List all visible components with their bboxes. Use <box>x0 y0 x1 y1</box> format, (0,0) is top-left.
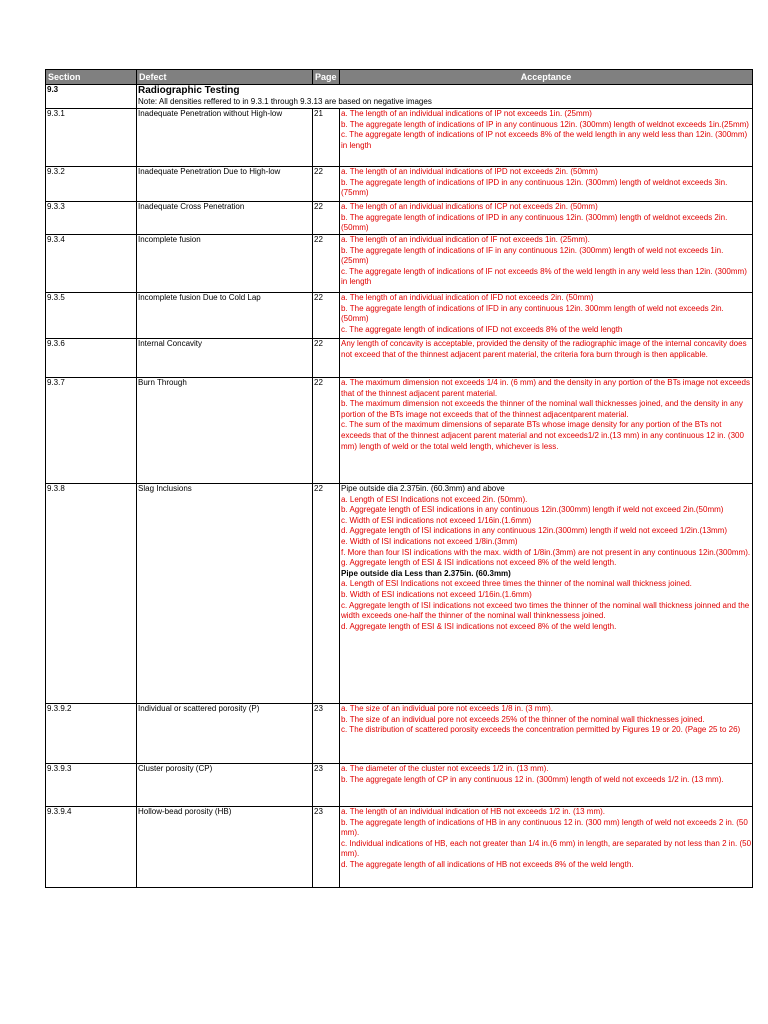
row-section: 9.3.5 <box>46 293 137 339</box>
row-section: 9.3.6 <box>46 339 137 378</box>
row-acceptance <box>340 484 753 704</box>
acceptance-line: b. The aggregate length of indications of IFD in any continuous 12in. 300mm length of weld not exceeds 2in. (50mm) <box>341 303 724 324</box>
acceptance-line: b. The aggregate length of indications of HB in any continuous 12 in. (300 mm) length of weld not exceeds 2 in. (50 mm). <box>341 817 748 838</box>
row-page: 22 <box>313 378 340 484</box>
row-page: 22 <box>313 202 340 235</box>
row-defect: Internal Concavity <box>137 339 313 378</box>
acceptance-line: b. Width of ESI indications not exceed 1/16in.(1.6mm) <box>341 589 532 599</box>
row-section: 9.3.1 <box>46 109 137 167</box>
table-row <box>46 704 753 764</box>
acceptance-line: a. The length of an individual indications of ICP not exceeds 2in. (50mm) <box>341 202 598 211</box>
table-row <box>46 339 753 378</box>
header-section: Section <box>46 70 137 85</box>
table-row <box>46 807 753 888</box>
row-page: 23 <box>313 764 340 807</box>
row-section: 9.3.8 <box>46 484 137 704</box>
row-acceptance <box>340 109 753 167</box>
table-row <box>46 293 753 339</box>
acceptance-line: b. The aggregate length of indications of IF in any continuous 12in. (300mm) length of weld not exceeds 1in. (25mm) <box>341 245 724 266</box>
acceptance-line: c. The distribution of scattered porosity exceeds the concentration permitted by Figures 19 or 20. (Page 25 to 26) <box>341 725 741 735</box>
acceptance-line: Pipe outside dia 2.375in. (60.3mm) and above <box>341 484 505 493</box>
row-defect: Cluster porosity (CP) <box>137 764 313 807</box>
row-section: 9.3.3 <box>46 202 137 235</box>
row-acceptance <box>340 764 753 807</box>
acceptance-line: b. The aggregate length of indications of IPD in any continuous 12in. (300mm) length of weldnot exceeds 3in.(75mm) <box>341 177 728 198</box>
acceptance-line: d. Aggregate length of ISI indications in any continuous 12in.(300mm) length if weld not exceed 1/2in.(13mm) <box>341 526 728 536</box>
acceptance-line: a. The length of an individual indication of IFD not exceeds 2in. (50mm) <box>341 293 594 302</box>
acceptance-line: Any length of concavity is acceptable, provided the density of the radiographic image of the internal concavity does not exceed that of the thinnest adjacent parent material, the criteria fora burn through is then applicable. <box>341 339 747 359</box>
table-row <box>46 109 753 167</box>
acceptance-line: f. More than four ISI indications with the max. width of 1/8in.(3mm) are not present in any continuous 12in.(300mm). <box>341 547 751 557</box>
row-defect: Hollow-bead porosity (HB) <box>137 807 313 888</box>
acceptance-line: a. The maximum dimension not exceeds 1/4 in. (6 mm) and the density in any portion of the BTs image not exceeds that of the thinnest adjacent parent material. <box>341 378 750 398</box>
row-page: 22 <box>313 484 340 704</box>
row-section: 9.3.2 <box>46 167 137 202</box>
acceptance-line: b. The maximum dimension not exceeds the thinner of the nominal wall thicknesses joined, and the density in any portion of the BTs image not exceeds that of the thinnest adjacentparent material. <box>341 399 743 419</box>
group-row <box>46 85 753 109</box>
row-defect: Incomplete fusion Due to Cold Lap <box>137 293 313 339</box>
acceptance-line: c. The aggregate length of indications of IFD not exceeds 8% of the weld length <box>341 324 623 334</box>
header-row <box>46 70 753 85</box>
acceptance-line: a. Length of ESI Indications not exceed three times the thinner of the nominal wall thickness joined. <box>341 579 692 589</box>
row-page: 22 <box>313 235 340 293</box>
acceptance-line: e. Width of ISI indications not exceed 1/8in.(3mm) <box>341 536 518 546</box>
acceptance-line: c. Aggregate length of ISI indications not exceed two times the thinner of the nominal wall thickness joinned and the width exceeds one-half the thinner of the nominal wall thinknessess joined. <box>341 600 750 621</box>
row-acceptance <box>340 167 753 202</box>
table-row <box>46 235 753 293</box>
group-title: Radiographic Testing <box>138 85 240 96</box>
row-acceptance <box>340 807 753 888</box>
table-row <box>46 764 753 807</box>
row-defect: Incomplete fusion <box>137 235 313 293</box>
row-acceptance <box>340 378 753 484</box>
row-defect: Inadequate Penetration without High-low <box>137 109 313 167</box>
table-row <box>46 202 753 235</box>
acceptance-line: b. Aggregate length of ESI indications in any continuous 12in.(300mm) length if weld not exceed 2in.(50mm) <box>341 505 724 515</box>
acceptance-line: b. The size of an individual pore not exceeds 25% of the thinner of the nominal wall thicknesses joined. <box>341 714 705 724</box>
acceptance-line: b. The aggregate length of indications of IPD in any continuous 12in. (300mm) length of weldnot exceeds 2in.(50mm) <box>341 212 728 233</box>
group-cell <box>137 85 753 109</box>
row-acceptance <box>340 202 753 235</box>
row-section: 9.3.9.3 <box>46 764 137 807</box>
header-acceptance: Acceptance <box>340 70 753 85</box>
group-section: 9.3 <box>46 85 137 109</box>
row-page: 22 <box>313 167 340 202</box>
acceptance-line: b. The aggregate length of indications of IP in any continuous 12in. (300mm) length of weldnot exceeds 1in.(25mm) <box>341 119 749 129</box>
acceptance-line: d. The aggregate length of all indications of HB not exceeds 8% of the weld length. <box>341 859 634 869</box>
row-page: 22 <box>313 339 340 378</box>
row-page: 23 <box>313 704 340 764</box>
row-defect: Individual or scattered porosity (P) <box>137 704 313 764</box>
row-acceptance <box>340 704 753 764</box>
row-defect: Burn Through <box>137 378 313 484</box>
acceptance-line: c. The aggregate length of indications of IF not exceeds 8% of the weld length in any weld less than 12in. (300mm) in length <box>341 266 747 287</box>
acceptance-line: c. The sum of the maximum dimensions of separate BTs whose image density for any portion of the BTs not exceeds that of the thinnest adjacent parent material and not exceeds1/2 in.(13 mm) in any continuous 12 in. (300 mm) length of weld or the total weld length, whichever is less. <box>341 420 744 451</box>
table-row <box>46 378 753 484</box>
row-page: 22 <box>313 293 340 339</box>
row-acceptance <box>340 235 753 293</box>
row-defect: Slag Inclusions <box>137 484 313 704</box>
row-section: 9.3.4 <box>46 235 137 293</box>
row-acceptance <box>340 293 753 339</box>
acceptance-line: a. The length of an individual indications of IPD not exceeds 2in. (50mm) <box>341 167 598 176</box>
acceptance-line: c. Individual indications of HB, each not greater than 1/4 in.(6 mm) in length, are separated by not less than 2 in. (50 mm). <box>341 838 752 859</box>
acceptance-line: c. The aggregate length of indications of IP not exceeds 8% of the weld length in any weld less than 12in. (300mm) in length <box>341 130 748 150</box>
group-note: Note: All densities reffered to in 9.3.1 through 9.3.13 are based on negative images <box>138 97 432 106</box>
header-defect: Defect <box>137 70 313 85</box>
acceptance-line: a. The length of an individual indications of IP not exceeds 1in. (25mm) <box>341 109 592 118</box>
row-defect: Inadequate Penetration Due to High-low <box>137 167 313 202</box>
header-page: Page <box>313 70 340 85</box>
table-row <box>46 484 753 704</box>
acceptance-line: g. Aggregate length of ESI & ISI indications not exceed 8% of the weld length. <box>341 558 617 568</box>
row-defect: Inadequate Cross Penetration <box>137 202 313 235</box>
acceptance-line: a. Length of ESI Indications not exceed 2in. (50mm). <box>341 494 528 504</box>
row-section: 9.3.7 <box>46 378 137 484</box>
acceptance-line: c. Width of ESI indications not exceed 1/16in.(1.6mm) <box>341 515 532 525</box>
acceptance-line: a. The length of an individual indication of HB not exceeds 1/2 in. (13 mm). <box>341 807 606 816</box>
acceptance-line: a. The diameter of the cluster not exceeds 1/2 in. (13 mm). <box>341 764 549 773</box>
row-page: 21 <box>313 109 340 167</box>
row-section: 9.3.9.4 <box>46 807 137 888</box>
acceptance-line: a. The length of an individual indication of IF not exceeds 1in. (25mm). <box>341 235 590 244</box>
acceptance-line: b. The aggregate length of CP in any continuous 12 in. (300mm) length of weld not exceeds 1/2 in. (13 mm). <box>341 774 724 784</box>
row-acceptance <box>340 339 753 378</box>
row-page: 23 <box>313 807 340 888</box>
acceptance-line: a. The size of an individual pore not exceeds 1/8 in. (3 mm). <box>341 704 553 713</box>
table-row <box>46 167 753 202</box>
acceptance-line: d. Aggregate length of ESI & ISI indications not exceed 8% of the weld length. <box>341 621 617 631</box>
acceptance-table <box>45 69 753 888</box>
row-section: 9.3.9.2 <box>46 704 137 764</box>
acceptance-line: Pipe outside dia Less than 2.375in. (60.3mm) <box>341 568 511 578</box>
